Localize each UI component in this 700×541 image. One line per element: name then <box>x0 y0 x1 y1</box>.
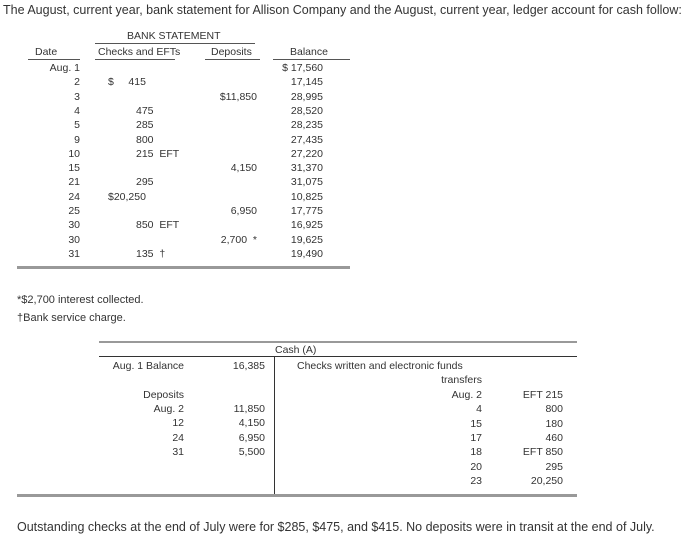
header-deposits: Deposits <box>211 46 252 58</box>
ledger-top-rule <box>99 341 577 343</box>
ledger-check-date: 20 <box>470 460 482 473</box>
ledger-check-amount: EFT 850 <box>522 446 563 459</box>
ledger-check-amount: 295 <box>545 460 563 473</box>
balance-header-rule <box>273 59 350 60</box>
bank-row-balance: 28,520 <box>290 104 323 117</box>
bank-row-check: $20,250 <box>108 190 146 203</box>
bank-row-deposit: 6,950 <box>230 205 257 217</box>
bank-row-balance: 17,145 <box>290 76 323 89</box>
ledger-deposit-date: 31 <box>172 445 184 458</box>
ledger-check-date: Aug. 2 <box>451 389 482 401</box>
bank-row-date: 5 <box>74 119 80 132</box>
bank-row-date: 15 <box>68 162 80 175</box>
bank-row-date: 2 <box>74 76 80 89</box>
ledger-check-amount: 800 <box>545 403 563 416</box>
bank-row-balance: 19,490 <box>290 247 323 260</box>
bank-row-date: Aug. 1 <box>49 62 80 74</box>
ledger-deposit-amount: 5,500 <box>238 445 265 458</box>
bank-row-balance: 17,775 <box>290 205 323 217</box>
ledger-check-date: 17 <box>470 431 482 444</box>
problem-intro: The August, current year, bank statement for Allison Company and the August, current year, ledger account for cash follow: <box>3 3 682 17</box>
ledger-right-header-1: Checks written and electronic funds <box>297 360 463 372</box>
footnote-service-charge: †Bank service charge. <box>17 312 126 324</box>
ledger-title: Cash (A) <box>275 344 317 356</box>
ledger-deposits-label: Deposits <box>143 389 184 401</box>
ledger-check-amount: 460 <box>545 431 563 444</box>
bank-row-balance: 28,235 <box>290 119 323 132</box>
ledger-check-amount: 20,250 <box>530 474 563 487</box>
bank-statement-title: BANK STATEMENT <box>127 30 221 42</box>
bank-row-date: 3 <box>74 90 80 103</box>
bank-row-date: 30 <box>68 219 80 232</box>
bank-row-balance: 19,625 <box>290 233 323 246</box>
footnote-interest: *$2,700 interest collected. <box>17 294 144 306</box>
problem-outro: Outstanding checks at the end of July were for $285, $475, and $415. No deposits were in transit at the end of July. <box>17 520 655 534</box>
bank-row-deposit: 4,150 <box>230 162 257 175</box>
bank-row-check: 800 <box>136 133 154 146</box>
bank-row-balance: 10,825 <box>290 190 323 203</box>
bank-row-check: 475 <box>136 104 154 117</box>
bank-row-balance: 31,075 <box>290 176 323 189</box>
ledger-deposit-date: 24 <box>172 431 184 444</box>
bank-row-balance: 27,220 <box>290 147 323 160</box>
ledger-deposit-amount: 4,150 <box>238 417 265 430</box>
bank-row-date: 30 <box>68 233 80 246</box>
ledger-t-divider <box>274 356 275 494</box>
title-underline <box>95 43 255 44</box>
bank-row-check: $ 415 <box>108 76 146 89</box>
bank-statement-bottom-rule <box>17 266 350 269</box>
bank-row-date: 4 <box>74 104 80 117</box>
bank-row-deposit: 2,700 * <box>220 233 257 246</box>
header-balance: Balance <box>290 46 328 58</box>
date-header-rule <box>28 59 80 60</box>
bank-row-balance: 31,370 <box>290 162 323 175</box>
bank-row-check: 215 EFT <box>136 147 180 160</box>
bank-row-date: 10 <box>68 147 80 160</box>
bank-row-date: 31 <box>68 247 80 260</box>
ledger-deposit-date: Aug. 2 <box>153 403 184 415</box>
bank-row-date: 21 <box>68 176 80 189</box>
ledger-balance-label: Aug. 1 Balance <box>112 360 184 372</box>
ledger-check-amount: EFT 215 <box>522 389 563 401</box>
ledger-deposit-amount: 6,950 <box>238 431 265 444</box>
ledger-check-date: 4 <box>476 403 482 416</box>
header-date: Date <box>35 46 58 58</box>
bank-row-balance: 27,435 <box>290 133 323 146</box>
ledger-check-date: 23 <box>470 474 482 487</box>
bank-row-deposit: $11,850 <box>219 90 257 103</box>
bank-row-balance: 28,995 <box>290 90 323 103</box>
ledger-right-header-2: transfers <box>441 374 482 386</box>
ledger-bottom-rule <box>17 494 577 497</box>
bank-row-date: 24 <box>68 190 80 203</box>
bank-row-check: 285 <box>136 119 154 132</box>
checks-header-rule <box>95 59 175 60</box>
deposits-header-rule <box>205 59 260 60</box>
ledger-t-crossbar <box>99 356 577 357</box>
ledger-check-date: 18 <box>470 446 482 459</box>
bank-row-check: 135 † <box>136 247 166 260</box>
bank-row-check: 295 <box>136 176 154 189</box>
ledger-check-date: 15 <box>470 417 482 430</box>
bank-row-balance: $ 17,560 <box>282 62 323 74</box>
ledger-deposit-amount: 11,850 <box>233 403 265 415</box>
bank-row-date: 25 <box>68 205 80 217</box>
bank-row-date: 9 <box>74 133 80 146</box>
ledger-check-amount: 180 <box>545 417 563 430</box>
bank-row-check: 850 EFT <box>136 219 180 232</box>
ledger-deposit-date: 12 <box>172 417 184 430</box>
ledger-balance-value: 16,385 <box>232 360 265 372</box>
bank-row-balance: 16,925 <box>290 219 323 232</box>
header-checks: Checks and EFTs <box>98 46 181 58</box>
